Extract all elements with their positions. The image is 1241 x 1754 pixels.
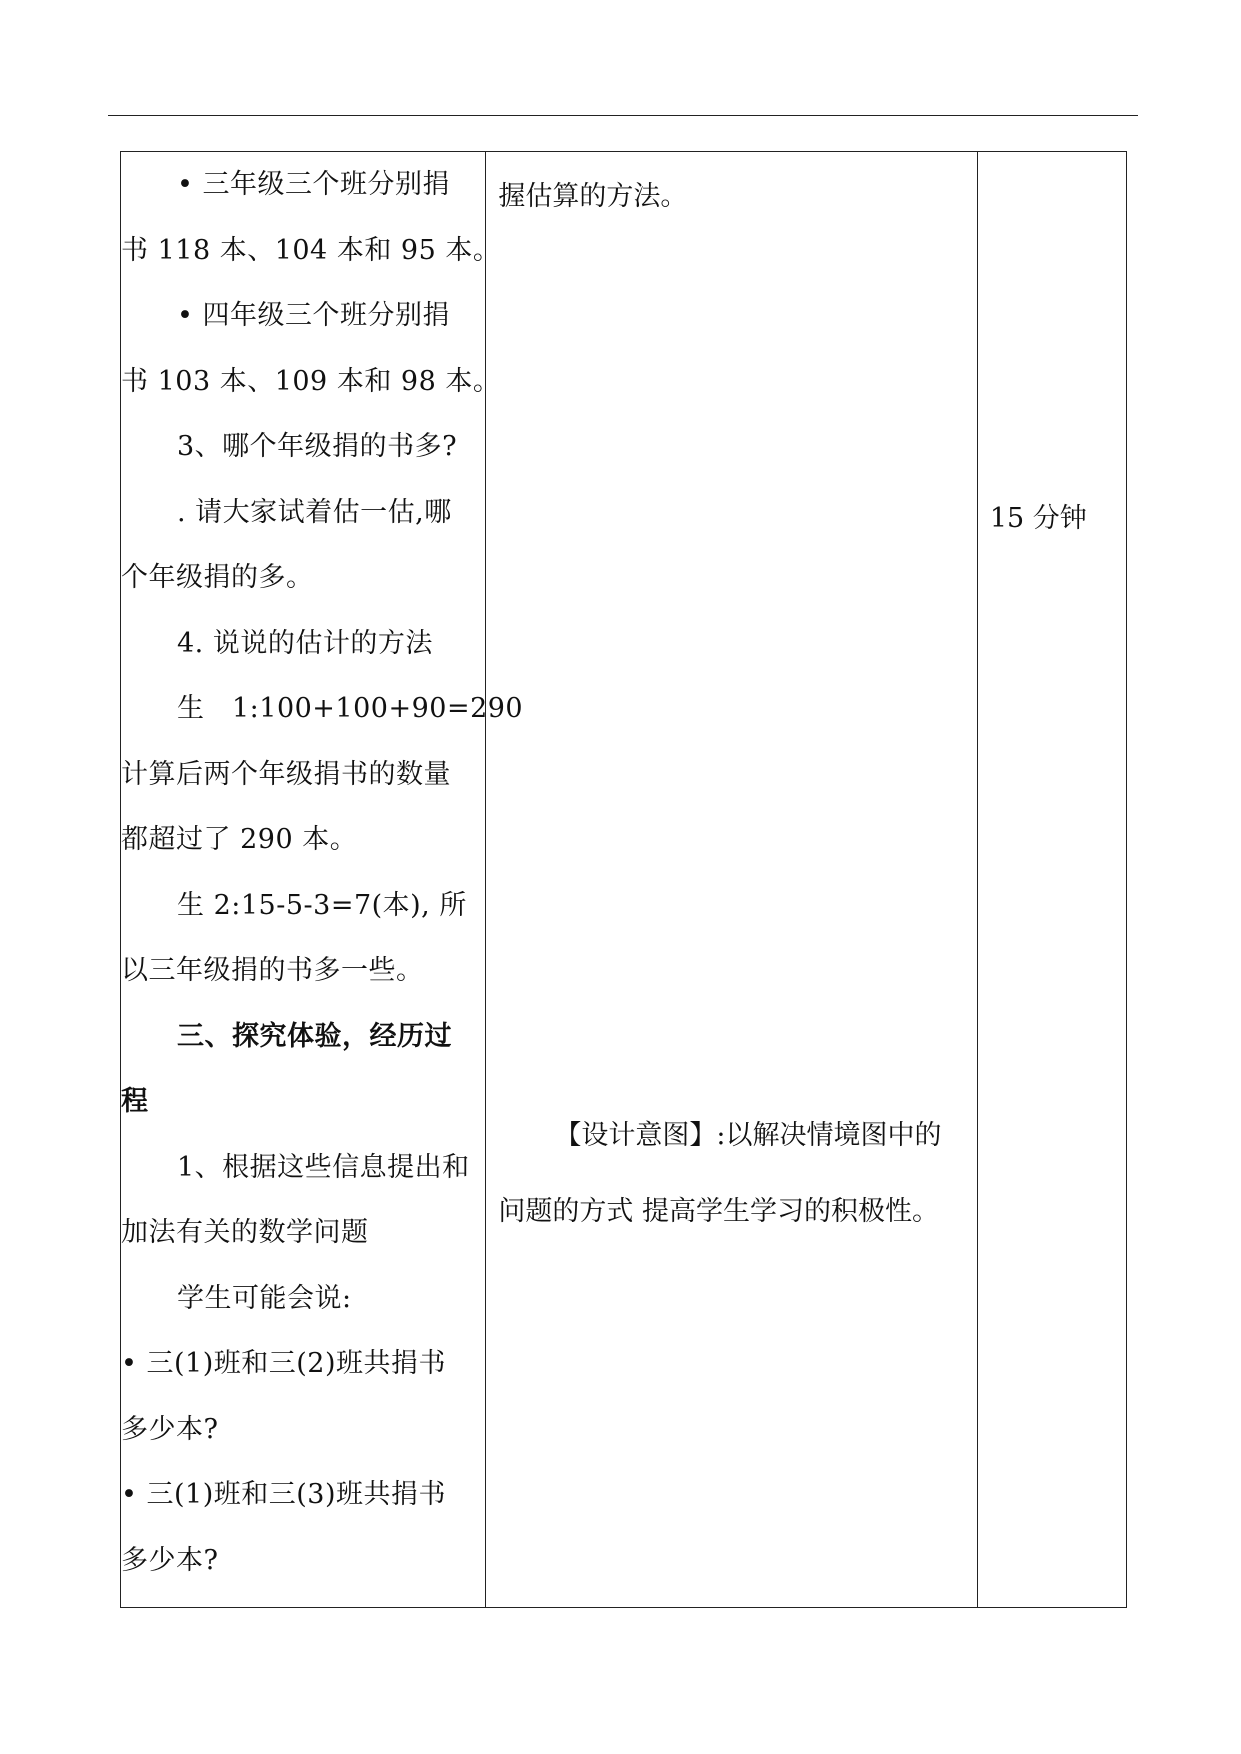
text-line: 书 118 本、104 本和 95 本。 — [121, 234, 501, 266]
text-line: • 三年级三个班分别捐 — [177, 169, 451, 200]
text-line: 多少本? — [121, 1544, 219, 1576]
text-line: 个年级捐的多。 — [121, 562, 314, 593]
text-line: 生 1:100+100+90=290 — [177, 693, 524, 724]
text-line: 3、哪个年级捐的书多? — [177, 431, 458, 462]
text-line: 1、根据这些信息提出和 — [177, 1151, 470, 1183]
text-line: 生 2:15-5-3=7(本), 所 — [177, 889, 467, 921]
text-line: 加法有关的数学问题 — [121, 1217, 369, 1248]
text-line: • 三(1)班和三(2)班共捐书 — [121, 1348, 446, 1379]
design-intent-line: 问题的方式 提高学生学习的积极性。 — [498, 1196, 939, 1227]
activity-cell — [121, 152, 524, 1608]
text-line: • 三(1)班和三(3)班共捐书 — [121, 1479, 446, 1510]
text-line: 书 103 本、109 本和 98 本。 — [121, 365, 501, 397]
section-heading-continued: 程 — [121, 1086, 149, 1117]
intent-cell — [486, 152, 977, 1608]
text-line: • 四年级三个班分别捐 — [177, 300, 451, 331]
design-intent-line: 【设计意图】:以解决情境图中的 — [554, 1120, 942, 1151]
design-intent — [498, 1098, 941, 1250]
time-allocation: 15 分钟 — [989, 503, 1087, 534]
text-line: 都超过了 290 本。 — [121, 824, 358, 855]
text-line: 计算后两个年级捐书的数量 — [121, 758, 451, 790]
text-line: 多少本? — [121, 1413, 219, 1445]
text-line: 4. 说说的估计的方法 — [177, 627, 433, 659]
table-row — [121, 152, 1127, 1608]
text-line: 以三年级捐的书多一些。 — [121, 955, 424, 986]
text-line: . 请大家试着估一估,哪 — [177, 496, 452, 528]
continued-text: 握估算的方法。 — [498, 181, 688, 212]
header-rule — [108, 115, 1138, 116]
time-cell — [977, 152, 1126, 1608]
lesson-plan-table — [120, 151, 1127, 1608]
text-line: 学生可能会说: — [177, 1282, 352, 1314]
section-heading: 三、探究体验，经历过 — [177, 1020, 452, 1052]
